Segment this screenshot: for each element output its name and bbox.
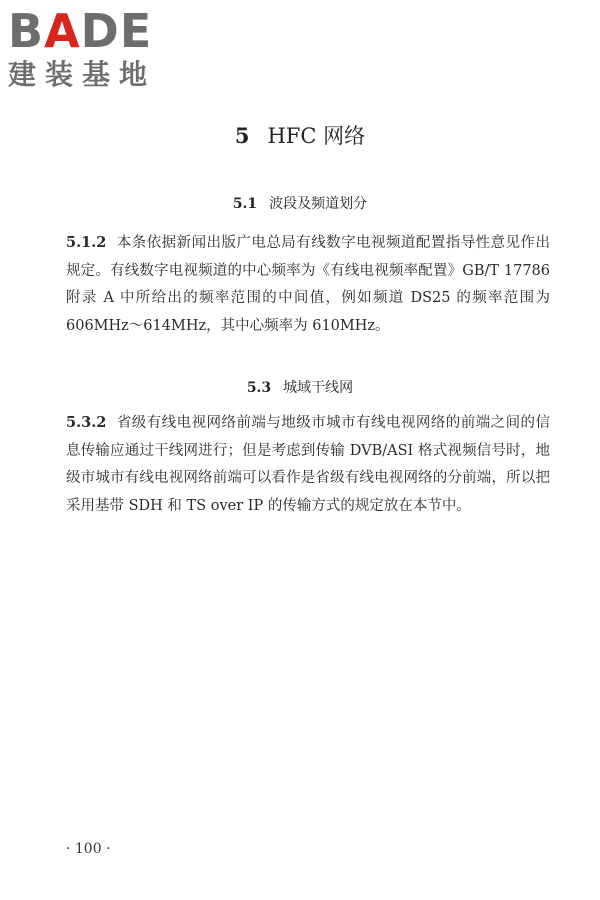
clause-5-3-2 xyxy=(66,409,550,520)
section-heading-5-3 xyxy=(0,377,600,397)
logo-wordmark xyxy=(8,6,178,56)
page-number: · 100 · xyxy=(66,841,111,857)
section-name: 波段及频道划分 xyxy=(269,196,368,212)
logo-word-text: BADE xyxy=(8,4,153,58)
section-number: 5.1 xyxy=(232,196,258,212)
bade-logo xyxy=(8,6,178,92)
clause-text: 省级有线电视网络前端与地级市城市有线电视网络的前端之间的信息传输应通过干线网进行；但是考虑到传输 DVB/ASI 格式视频信号时，地级市城市有线电视网络前端可以看作是省级有线电视网络的分前端，所以把采用基带 SDH 和 TS over IP 的传输方式的规定放在本节中。 xyxy=(66,415,550,514)
chapter-name: HFC 网络 xyxy=(267,124,366,148)
clause-number: 5.3.2 xyxy=(66,414,107,431)
section-number: 5.3 xyxy=(246,380,272,396)
logo-subtitle: 建装基地 xyxy=(8,58,157,91)
chapter-title xyxy=(0,120,600,150)
clause-number: 5.1.2 xyxy=(66,234,107,251)
section-heading-5-1 xyxy=(0,193,600,213)
chapter-number: 5 xyxy=(234,123,250,148)
logo-accent-letter: A xyxy=(44,4,81,58)
clause-5-1-2 xyxy=(66,229,550,340)
section-name: 城域干线网 xyxy=(283,380,354,396)
clause-text: 本条依据新闻出版广电总局有线数字电视频道配置指导性意见作出规定。有线数字电视频道的中心频率为《有线电视频率配置》GB/T 17786 附录 A 中所给出的频率范围的中间值，例如频道 DS25 的频率范围为 606MHz～614MHz，其中心频率为 610MHz。 xyxy=(66,235,550,334)
